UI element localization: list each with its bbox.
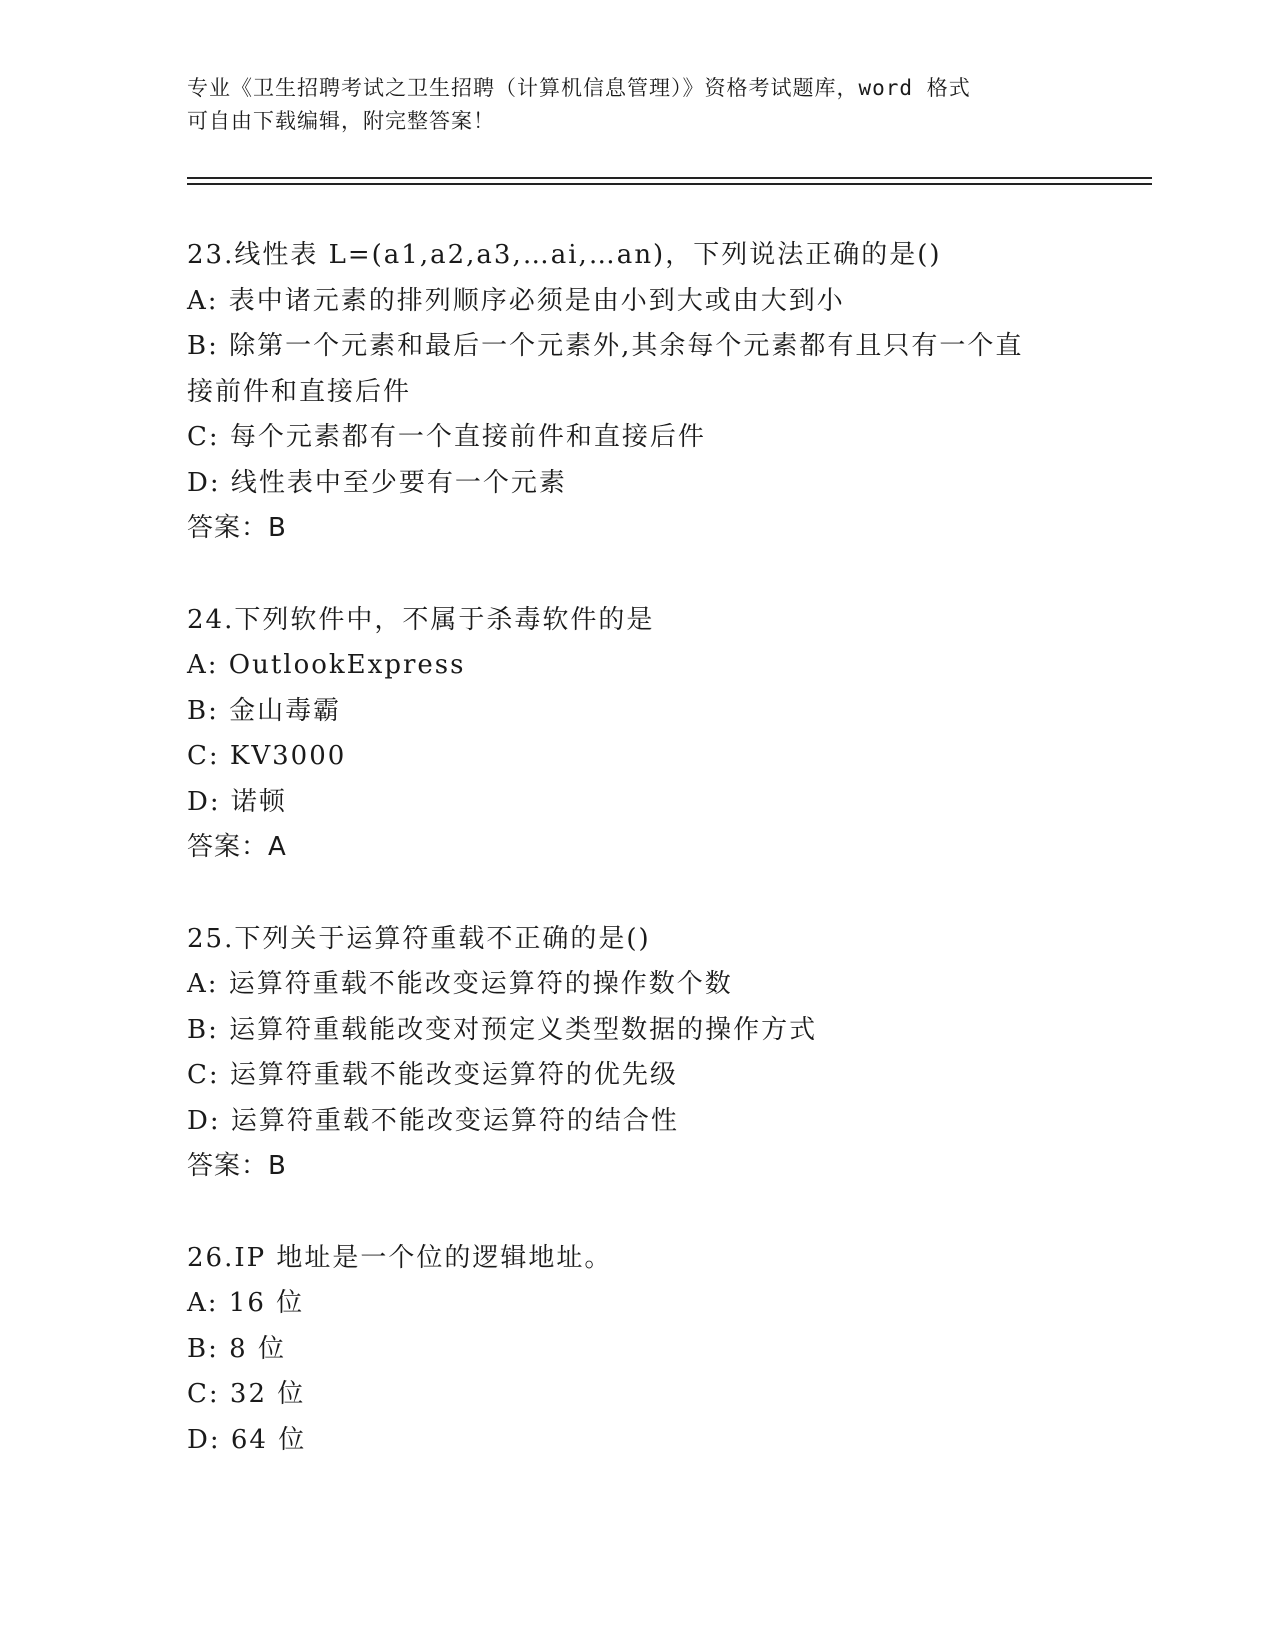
question-list bbox=[187, 233, 1087, 1509]
header-divider-bottom bbox=[187, 183, 1152, 185]
answer: 答案：A bbox=[187, 832, 287, 862]
question-stem: 26.IP 地址是一个位的逻辑地址。 bbox=[187, 1242, 613, 1273]
option-c: C: 每个元素都有一个直接前件和直接后件 bbox=[187, 422, 706, 452]
option-c: C: KV3000 bbox=[187, 741, 347, 771]
option-b-continued: 接前件和直接后件 bbox=[187, 376, 412, 407]
option-a: A: 表中诸元素的排列顺序必须是由小到大或由大到小 bbox=[187, 285, 845, 316]
answer: 答案：B bbox=[187, 513, 287, 543]
option-b: B: 运算符重载能改变对预定义类型数据的操作方式 bbox=[187, 1014, 818, 1045]
option-d: D: 运算符重载不能改变运算符的结合性 bbox=[187, 1105, 679, 1136]
question-stem: 24.下列软件中，不属于杀毒软件的是 bbox=[187, 604, 655, 635]
option-d: D: 线性表中至少要有一个元素 bbox=[187, 467, 567, 498]
option-a: A: 运算符重载不能改变运算符的操作数个数 bbox=[187, 969, 733, 999]
answer: 答案：B bbox=[187, 1151, 287, 1181]
question-24 bbox=[187, 598, 1087, 871]
question-stem: 23.线性表 L=(a1,a2,a3,…ai,…an)，下列说法正确的是() bbox=[187, 240, 942, 270]
option-d: D: 64 位 bbox=[187, 1424, 307, 1455]
option-c: C: 运算符重载不能改变运算符的优先级 bbox=[187, 1060, 678, 1090]
question-stem: 25.下列关于运算符重载不正确的是() bbox=[187, 923, 651, 954]
option-c: C: 32 位 bbox=[187, 1379, 306, 1409]
option-d: D: 诺顿 bbox=[187, 786, 287, 817]
question-23 bbox=[187, 233, 1087, 552]
option-b: B: 除第一个元素和最后一个元素外,其余每个元素都有且只有一个直 bbox=[187, 331, 1024, 361]
option-b: B: 金山毒霸 bbox=[187, 695, 342, 726]
document-header bbox=[187, 72, 1087, 138]
option-a: A: 16 位 bbox=[187, 1288, 305, 1318]
question-25 bbox=[187, 917, 1087, 1190]
question-26 bbox=[187, 1236, 1087, 1464]
option-b: B: 8 位 bbox=[187, 1333, 286, 1364]
option-a: A: OutlookExpress bbox=[187, 650, 466, 680]
header-line-2: 可自由下载编辑，附完整答案！ bbox=[187, 109, 495, 133]
header-line-1: 专业《卫生招聘考试之卫生招聘（计算机信息管理）》资格考试题库，word 格式 bbox=[187, 76, 971, 100]
header-divider-top bbox=[187, 177, 1152, 179]
